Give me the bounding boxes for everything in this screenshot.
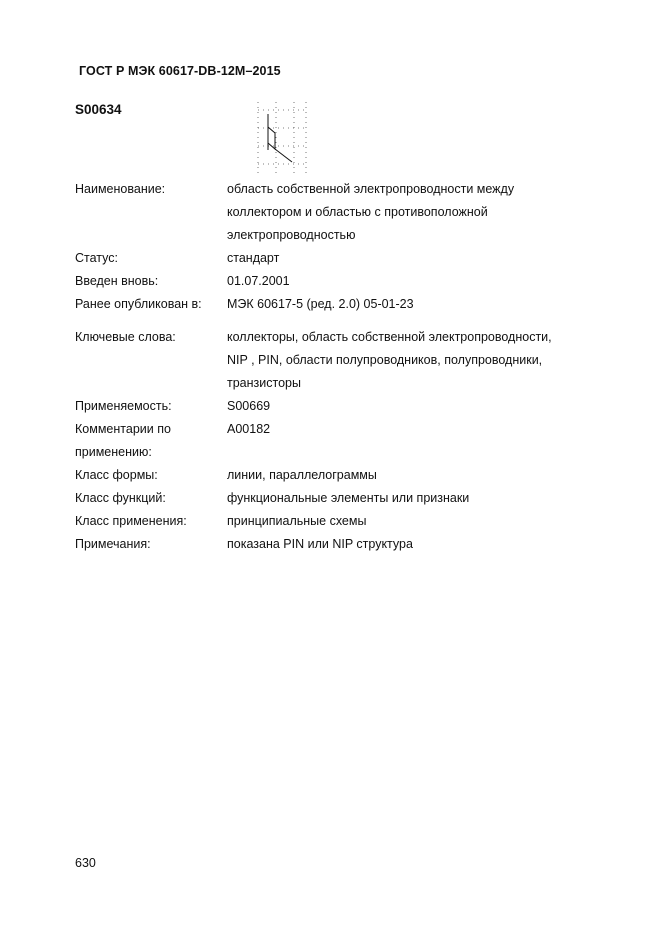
field-value-line: коллектором и областью с противоположной	[227, 205, 488, 219]
field-label-line: Комментарии по	[75, 422, 171, 436]
field-label-line: Введен вновь:	[75, 274, 159, 288]
field-row	[75, 418, 595, 464]
field-row	[75, 487, 595, 510]
field-row	[75, 326, 595, 395]
field-label	[75, 178, 227, 247]
field-value	[227, 395, 595, 418]
field-value	[227, 510, 595, 533]
field-label-line: Примечания:	[75, 537, 151, 551]
field-value	[227, 293, 595, 316]
document-header: ГОСТ Р МЭК 60617-DB-12M–2015	[79, 64, 281, 78]
field-value-line: 01.07.2001	[227, 274, 290, 288]
field-label	[75, 270, 227, 293]
field-value-line: транзисторы	[227, 376, 301, 390]
field-value-line: S00669	[227, 399, 271, 413]
field-label	[75, 464, 227, 487]
symbol-id: S00634	[75, 102, 122, 117]
field-row	[75, 464, 595, 487]
field-value-line: линии, параллелограммы	[227, 468, 377, 482]
field-label-line: Класс применения:	[75, 514, 187, 528]
field-label	[75, 293, 227, 316]
field-value-line: МЭК 60617-5 (ред. 2.0) 05-01-23	[227, 297, 414, 311]
symbol-strokes	[268, 114, 292, 162]
field-label	[75, 395, 227, 418]
field-value-line: коллекторы, область собственной электропроводности,	[227, 330, 552, 344]
field-row	[75, 247, 595, 270]
field-value	[227, 464, 595, 487]
field-label-line: применению:	[75, 445, 152, 459]
field-value	[227, 326, 595, 395]
field-label	[75, 510, 227, 533]
field-value	[227, 487, 595, 510]
field-label-line: Класс функций:	[75, 491, 166, 505]
field-value-line: показана PIN или NIP структура	[227, 537, 413, 551]
field-list	[75, 178, 595, 556]
field-value-line: стандарт	[227, 251, 280, 265]
field-row	[75, 270, 595, 293]
field-label-line: Статус:	[75, 251, 118, 265]
field-label	[75, 533, 227, 556]
field-value	[227, 418, 595, 464]
field-value	[227, 533, 595, 556]
field-label-line: Ключевые слова:	[75, 330, 176, 344]
symbol-graphic	[250, 100, 312, 178]
field-label-line: Применяемость:	[75, 399, 172, 413]
field-label	[75, 487, 227, 510]
field-label	[75, 418, 227, 464]
field-value	[227, 270, 595, 293]
field-value-line: принципиальные схемы	[227, 514, 367, 528]
field-label-line: Наименование:	[75, 182, 166, 196]
field-value-line: электропроводностью	[227, 228, 356, 242]
field-label	[75, 326, 227, 395]
symbol-grid	[258, 102, 306, 176]
field-row	[75, 510, 595, 533]
field-row	[75, 293, 595, 316]
field-value	[227, 247, 595, 270]
field-label-line: Класс формы:	[75, 468, 158, 482]
field-label	[75, 247, 227, 270]
field-row	[75, 533, 595, 556]
field-value	[227, 178, 595, 247]
field-label-line: Ранее опубликован в:	[75, 297, 202, 311]
field-value-line: NIP , PIN, области полупроводников, полупроводники,	[227, 353, 543, 367]
field-row	[75, 178, 595, 247]
field-row	[75, 395, 595, 418]
field-value-line: A00182	[227, 422, 271, 436]
page-number: 630	[75, 856, 96, 870]
field-value-line: функциональные элементы или признаки	[227, 491, 470, 505]
field-value-line: область собственной электропроводности между	[227, 182, 515, 196]
